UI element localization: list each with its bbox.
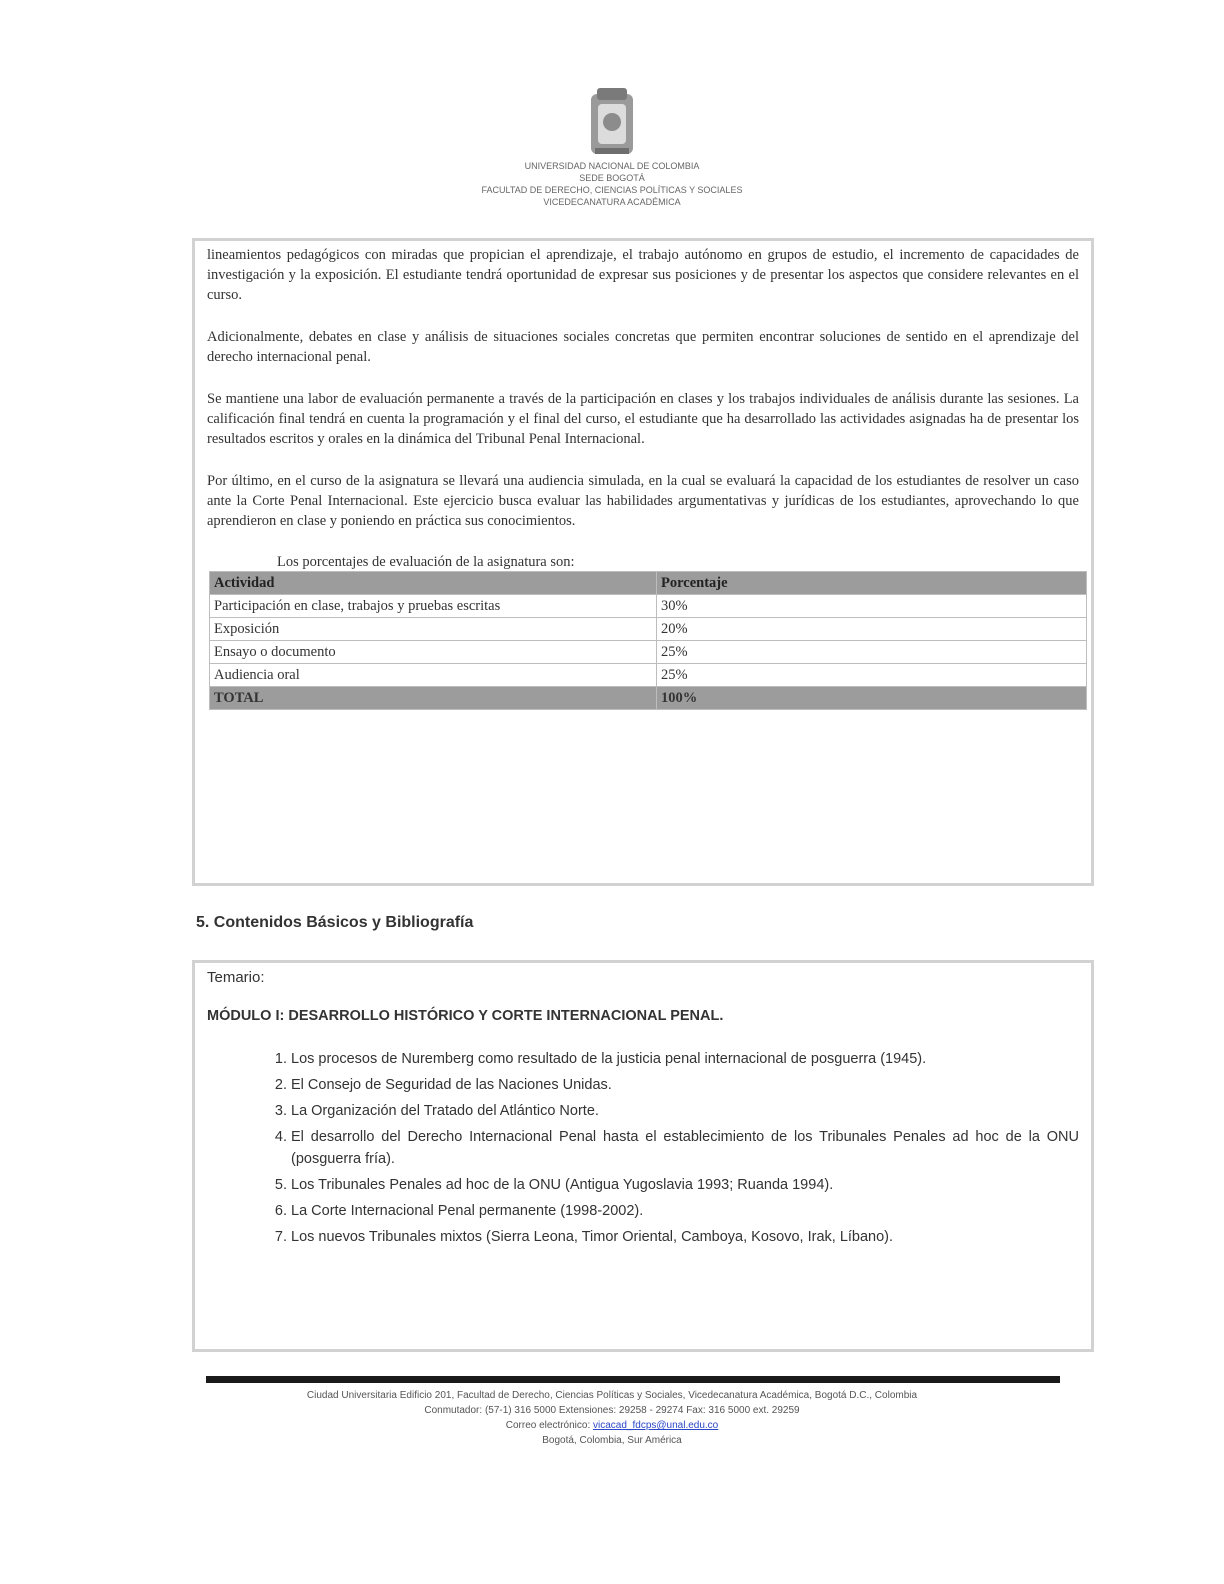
list-item: 2. El Consejo de Seguridad de las Naciones Unidas. bbox=[291, 1074, 1079, 1096]
methodology-paragraph: Se mantiene una labor de evaluación permanente a través de la participación en clases y los trabajos individuales de análisis durante las sesiones. La calificación final tendrá en cuenta la programación y el final del curso, el estudiante que ha desarrollado las actividades asignadas ha de presentar los resultados escritos y orales en la dinámica del Tribunal Penal Internacional. bbox=[207, 391, 1079, 447]
activity-cell: Audiencia oral bbox=[210, 664, 657, 687]
table-total-row bbox=[210, 687, 1087, 710]
list-item: 5. Los Tribunales Penales ad hoc de la ONU (Antigua Yugoslavia 1993; Ruanda 1994). bbox=[291, 1174, 1079, 1196]
footer bbox=[0, 1388, 1224, 1448]
contents-box bbox=[192, 960, 1094, 1352]
percentage-cell: 30% bbox=[657, 595, 1087, 618]
header-line-2: SEDE BOGOTÁ bbox=[579, 173, 645, 183]
evaluation-table bbox=[209, 571, 1087, 710]
list-item: 4. El desarrollo del Derecho Internacional Penal hasta el establecimiento de los Tribunales Penales ad hoc de la ONU (posguerra fría). bbox=[291, 1126, 1079, 1170]
total-label-cell: TOTAL bbox=[210, 687, 657, 710]
module-title: MÓDULO I: DESARROLLO HISTÓRICO Y CORTE INTERNACIONAL PENAL. bbox=[207, 1008, 724, 1024]
activity-cell: Exposición bbox=[210, 618, 657, 641]
methodology-paragraph: lineamientos pedagógicos con miradas que propician el aprendizaje, el trabajo autónomo en grupos de estudio, el incremento de capacidades de investigación y la exposición. El estudiante tendrá oportunidad de expresar sus posiciones y de presentar los aspectos que considere relevantes en el curso. bbox=[207, 247, 1079, 303]
methodology-paragraph: Adicionalmente, debates en clase y análisis de situaciones sociales concretas que permiten encontrar soluciones de sentido en el aprendizaje del derecho internacional penal. bbox=[207, 329, 1079, 365]
header-line-1: UNIVERSIDAD NACIONAL DE COLOMBIA bbox=[524, 161, 700, 171]
footer-email-link[interactable]: vicacad_fdcps@unal.edu.co bbox=[593, 1420, 719, 1431]
temario-label: Temario: bbox=[207, 969, 265, 986]
footer-phone: Conmutador: (57-1) 316 5000 Extensiones: 29258 - 29274 Fax: 316 5000 ext. 29259 bbox=[424, 1405, 800, 1416]
methodology-box bbox=[192, 238, 1094, 886]
methodology-paragraph: Por último, en el curso de la asignatura se llevará una audiencia simulada, en la cual se evaluará la capacidad de los estudiantes de resolver un caso ante la Corte Penal Internacional. Este ejercicio busca evaluar las habilidades argumentativas y jurídicas de los estudiantes, aprovechando lo que aprendieron en clase y poniendo en práctica sus conocimientos. bbox=[207, 473, 1079, 529]
table-header-row bbox=[210, 572, 1087, 595]
university-seal-icon bbox=[585, 80, 639, 160]
header-line-3: FACULTAD DE DERECHO, CIENCIAS POLÍTICAS Y SOCIALES bbox=[481, 185, 743, 195]
list-item: 6. La Corte Internacional Penal permanente (1998-2002). bbox=[291, 1200, 1079, 1222]
topic-list bbox=[207, 1048, 1079, 1248]
list-item: 1. Los procesos de Nuremberg como resultado de la justicia penal internacional de posguerra (1945). bbox=[291, 1048, 1079, 1070]
footer-divider bbox=[206, 1376, 1060, 1383]
activity-cell: Participación en clase, trabajos y pruebas escritas bbox=[210, 595, 657, 618]
percentage-cell: 25% bbox=[657, 664, 1087, 687]
evaluation-table-caption: Los porcentajes de evaluación de la asignatura son: bbox=[277, 554, 575, 570]
footer-email-label: Correo electrónico: bbox=[505, 1420, 591, 1431]
footer-location: Bogotá, Colombia, Sur América bbox=[542, 1435, 682, 1446]
percentage-cell: 25% bbox=[657, 641, 1087, 664]
section-title: 5. Contenidos Básicos y Bibliografía bbox=[196, 914, 474, 931]
header-line-4: VICEDECANATURA ACADÉMICA bbox=[543, 197, 681, 207]
footer-email-line bbox=[0, 1418, 1224, 1433]
list-item: 7. Los nuevos Tribunales mixtos (Sierra Leona, Timor Oriental, Camboya, Kosovo, Irak, Líbano). bbox=[291, 1226, 1079, 1248]
percentage-cell: 20% bbox=[657, 618, 1087, 641]
total-value-cell: 100% bbox=[657, 687, 1087, 710]
column-header-activity: Actividad bbox=[210, 572, 657, 595]
list-item: 3. La Organización del Tratado del Atlántico Norte. bbox=[291, 1100, 1079, 1122]
column-header-percentage: Porcentaje bbox=[657, 572, 1087, 595]
table-row bbox=[210, 664, 1087, 687]
letterhead bbox=[0, 80, 1224, 208]
footer-address: Ciudad Universitaria Edificio 201, Facultad de Derecho, Ciencias Políticas y Sociales, Vicedecanatura Académica, Bogotá D.C., Colombia bbox=[306, 1390, 918, 1401]
table-row bbox=[210, 595, 1087, 618]
table-row bbox=[210, 618, 1087, 641]
activity-cell: Ensayo o documento bbox=[210, 641, 657, 664]
table-row bbox=[210, 641, 1087, 664]
